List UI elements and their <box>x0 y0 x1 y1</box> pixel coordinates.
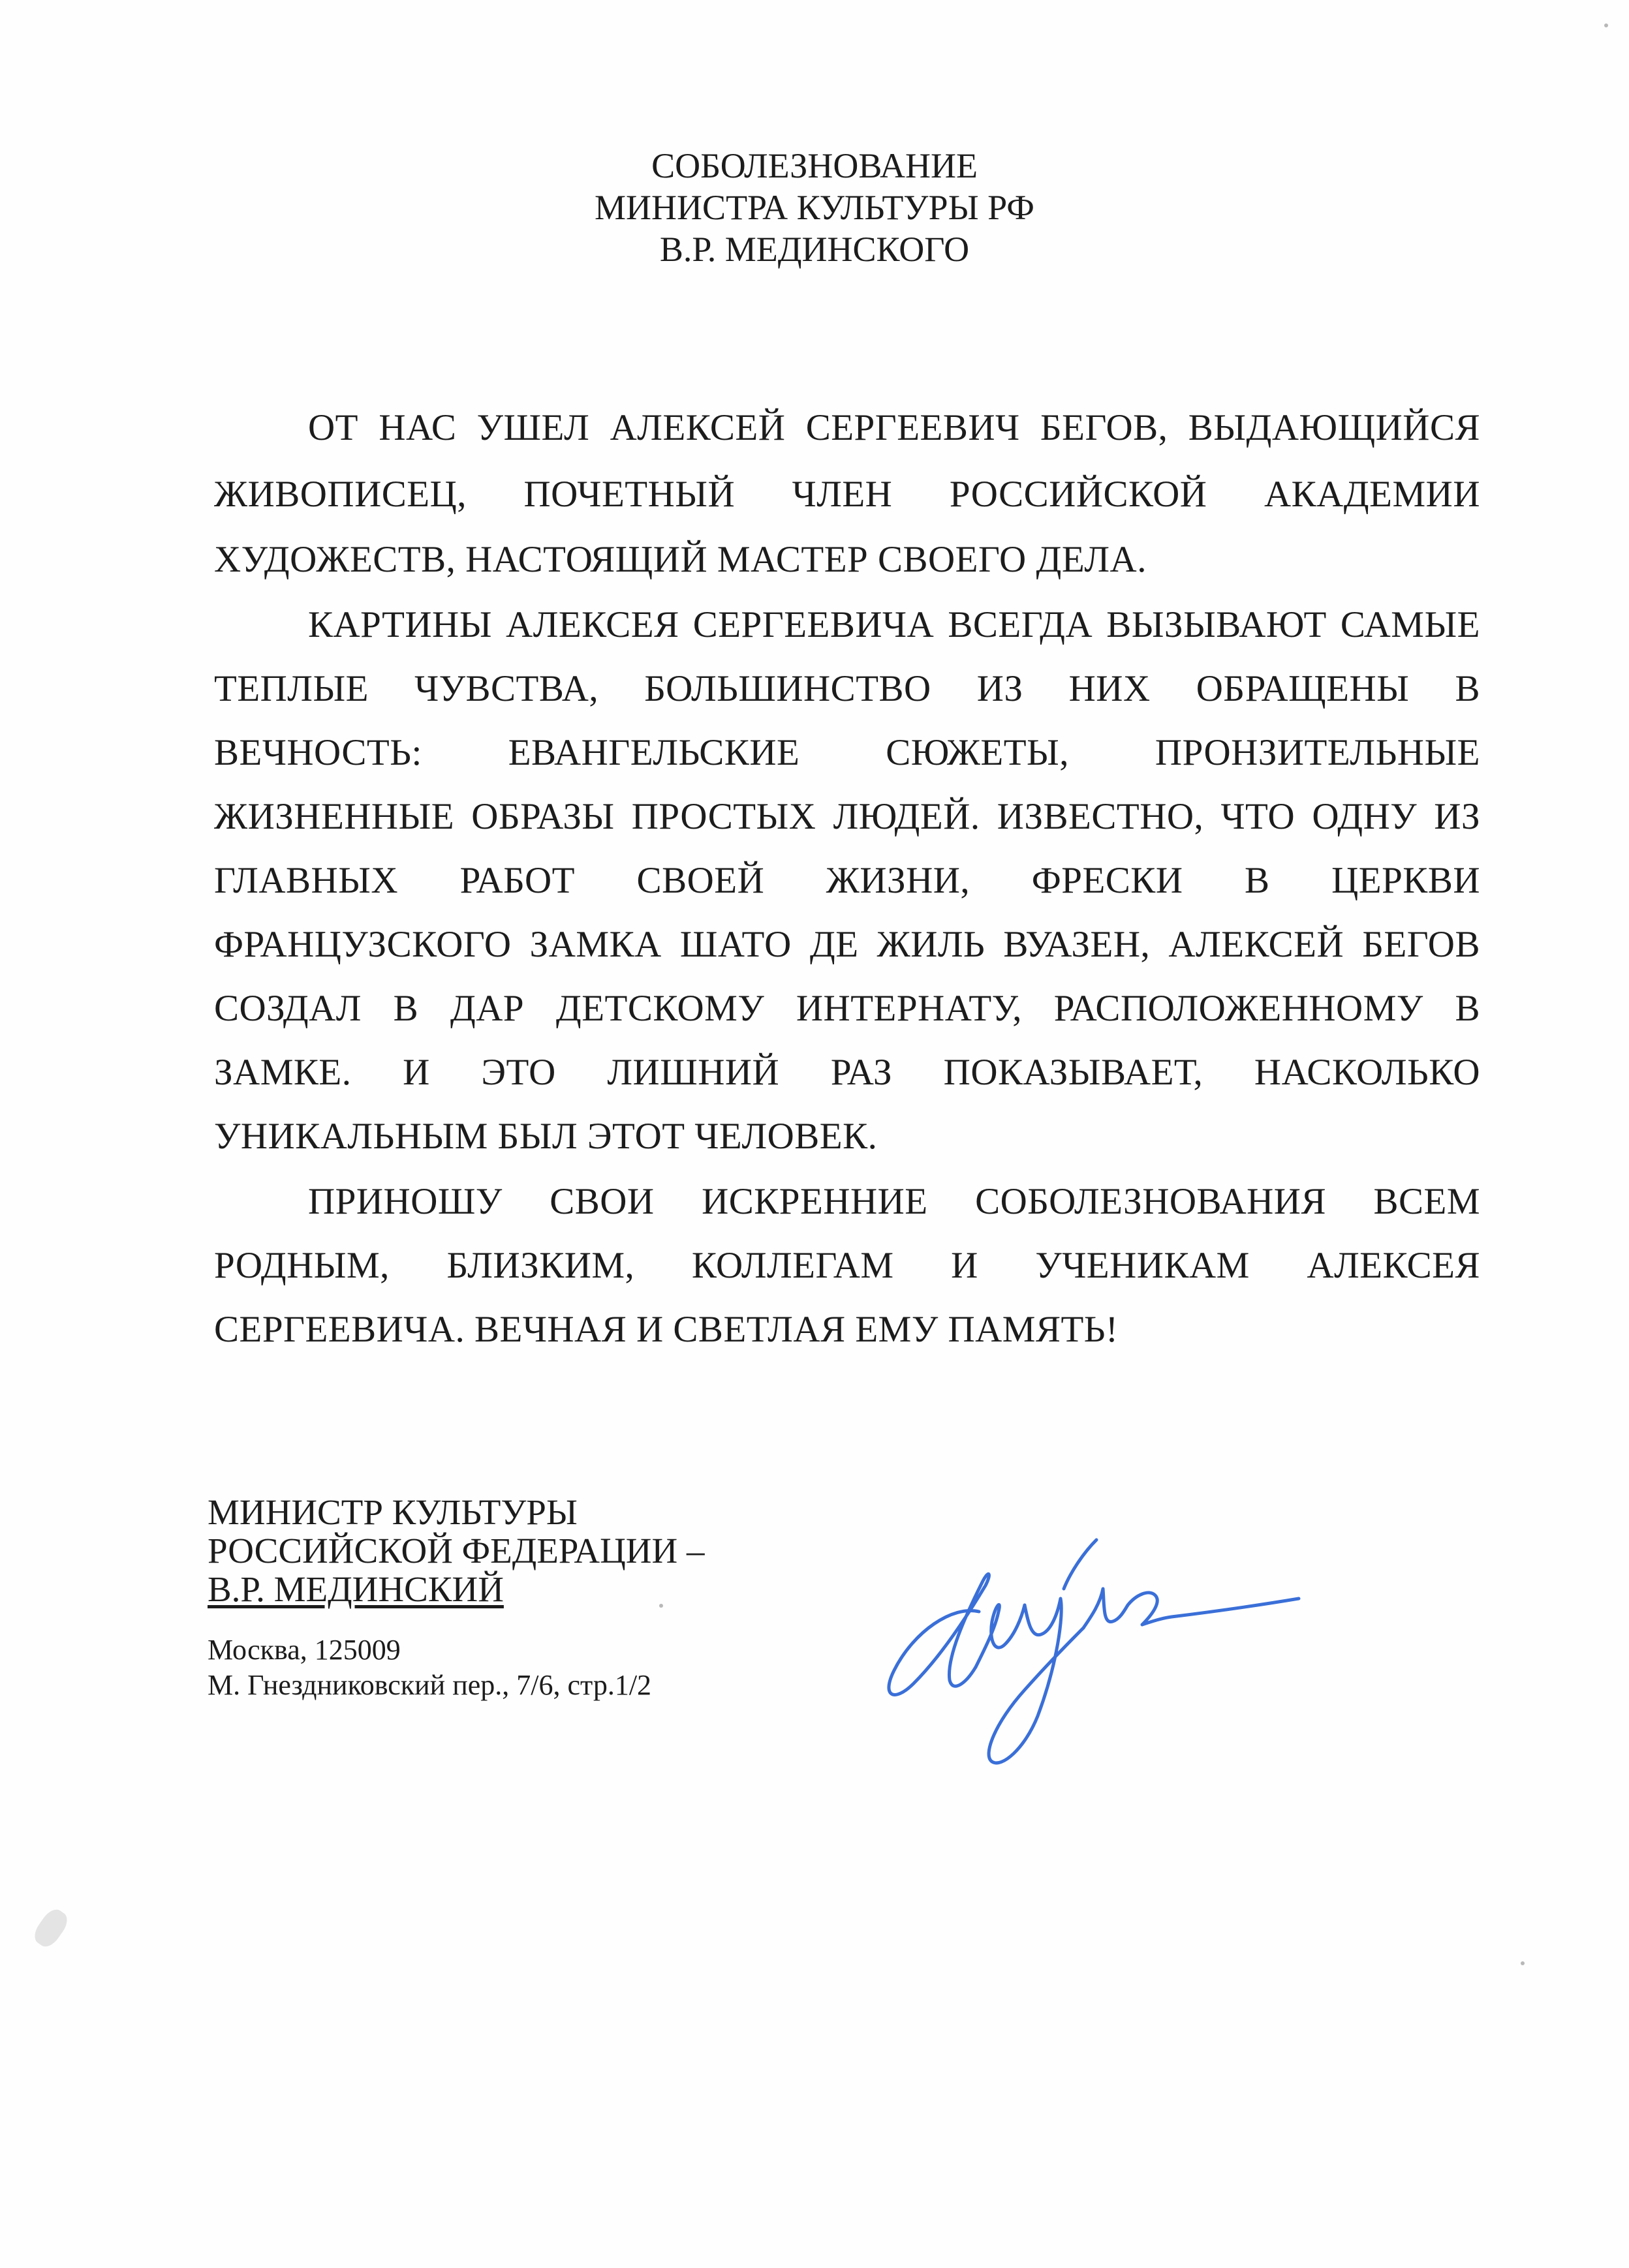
scan-speck <box>1604 23 1608 27</box>
signatory-block <box>208 1493 705 1608</box>
body-line: СОЗДАЛ В ДАР ДЕТСКОМУ ИНТЕРНАТУ, РАСПОЛОЖЕННОМУ В <box>214 988 1480 1029</box>
body-line: КАРТИНЫ АЛЕКСЕЯ СЕРГЕЕВИЧА ВСЕГДА ВЫЗЫВАЮТ САМЫЕ <box>308 604 1480 645</box>
letter-title <box>0 145 1629 270</box>
title-line-3: В.Р. МЕДИНСКОГО <box>659 230 970 269</box>
body-line: ХУДОЖЕСТВ, НАСТОЯЩИЙ МАСТЕР СВОЕГО ДЕЛА. <box>214 539 1147 580</box>
body-line: ЖИЗНЕННЫЕ ОБРАЗЫ ПРОСТЫХ ЛЮДЕЙ. ИЗВЕСТНО, ЧТО ОДНУ ИЗ <box>214 796 1480 837</box>
body-line: ПРИНОШУ СВОИ ИСКРЕННИЕ СОБОЛЕЗНОВАНИЯ ВСЕМ <box>308 1181 1480 1222</box>
body-line: ГЛАВНЫХ РАБОТ СВОЕЙ ЖИЗНИ, ФРЕСКИ В ЦЕРКВИ <box>214 860 1480 901</box>
signatory-title-line-2: РОССИЙСКОЙ ФЕДЕРАЦИИ – <box>208 1531 705 1571</box>
scan-speck <box>1521 1961 1525 1965</box>
body-line: РОДНЫМ, БЛИЗКИМ, КОЛЛЕГАМ И УЧЕНИКАМ АЛЕКСЕЯ <box>214 1245 1480 1286</box>
body-line: ВЕЧНОСТЬ: ЕВАНГЕЛЬСКИЕ СЮЖЕТЫ, ПРОНЗИТЕЛЬНЫЕ <box>214 732 1480 773</box>
signatory-title-line-1: МИНИСТР КУЛЬТУРЫ <box>208 1492 578 1532</box>
body-line: УНИКАЛЬНЫМ БЫЛ ЭТОТ ЧЕЛОВЕК. <box>214 1116 878 1157</box>
body-line: ЗАМКЕ. И ЭТО ЛИШНИЙ РАЗ ПОКАЗЫВАЕТ, НАСКОЛЬКО <box>214 1052 1480 1093</box>
body-line: ОТ НАС УШЕЛ АЛЕКСЕЙ СЕРГЕЕВИЧ БЕГОВ, ВЫДАЮЩИЙСЯ <box>308 407 1480 448</box>
title-line-2: МИНИСТРА КУЛЬТУРЫ РФ <box>595 188 1034 227</box>
address-city: Москва, 125009 <box>208 1634 401 1666</box>
body-line: ЖИВОПИСЕЦ, ПОЧЕТНЫЙ ЧЛЕН РОССИЙСКОЙ АКАДЕМИИ <box>214 474 1480 515</box>
body-line: СЕРГЕЕВИЧА. ВЕЧНАЯ И СВЕТЛАЯ ЕМУ ПАМЯТЬ! <box>214 1309 1119 1350</box>
scan-speck <box>659 1604 663 1608</box>
body-line: ФРАНЦУЗСКОГО ЗАМКА ШАТО ДЕ ЖИЛЬ ВУАЗЕН, АЛЕКСЕЙ БЕГОВ <box>214 924 1480 965</box>
address-street: М. Гнездниковский пер., 7/6, стр.1/2 <box>208 1669 652 1701</box>
handwritten-signature-icon <box>875 1507 1305 1788</box>
address-block <box>208 1632 651 1703</box>
title-line-1: СОБОЛЕЗНОВАНИЕ <box>651 146 978 185</box>
scan-smudge <box>30 1905 72 1951</box>
signatory-name: В.Р. МЕДИНСКИЙ <box>208 1569 504 1609</box>
body-line: ТЕПЛЫЕ ЧУВСТВА, БОЛЬШИНСТВО ИЗ НИХ ОБРАЩЕНЫ В <box>214 668 1480 709</box>
